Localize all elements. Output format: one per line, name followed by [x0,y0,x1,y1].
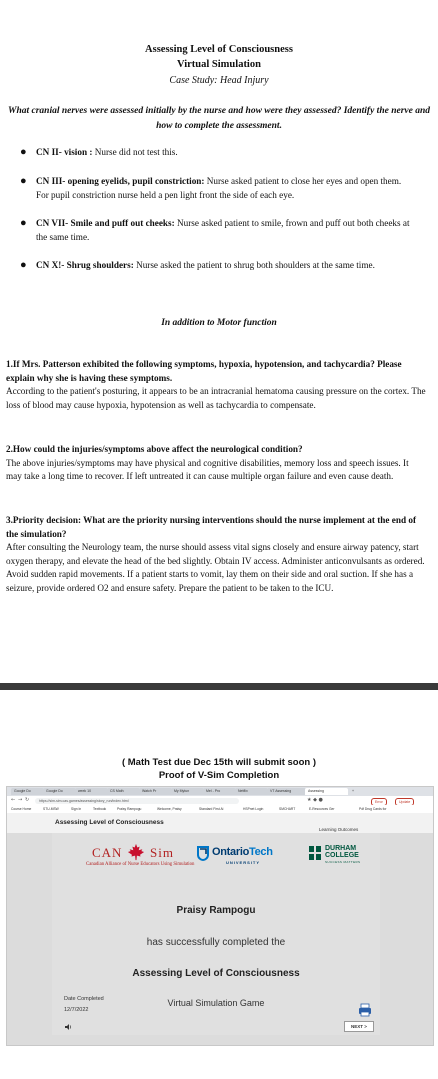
logo-text: COLLEGE [325,852,359,859]
learning-outcomes-link[interactable]: Learning Outcomes [319,827,359,832]
bookmark-item[interactable]: STU-MSW [43,807,59,811]
ontario-tech-logo [196,845,296,869]
bullet-icon: ● [20,217,27,229]
student-name: Praisy Rampogu [176,905,256,916]
tab-bar [7,787,433,796]
new-tab-button[interactable]: + [352,789,355,793]
reload-icon[interactable]: ↻ [25,797,30,803]
motor-heading: In addition to Motor function [161,318,277,328]
logo-subtext: SUCCESS MATTERS [325,860,361,864]
bullet-icon: ● [20,259,27,271]
durham-mark-icon [308,845,322,861]
bullet-text: Nurse did not test this. [92,147,178,157]
proof-page [0,690,438,1079]
browser-tab[interactable]: My Mytun [171,788,204,795]
browser-window-screenshot [6,786,434,1046]
browser-tab[interactable]: Google Do [43,788,76,795]
completion-certificate [52,833,380,1035]
bullet-label: CN III- opening eyelids, pupil constriction: [36,176,205,186]
doc-title: Assessing Level of Consciousness [145,44,293,55]
answer-text: According to the patient's posturing, it appears to be an intracranial hematoma causing pressure on the cortex. The loss of blood may cause hypoxia, hypotension as well as tachycardia to compensate. [6,386,426,410]
question-text: 3.Priority decision: What are the priority nursing interventions should the nurse implement at the end of the simulation? [6,515,417,539]
bookmark-item[interactable]: E-Resources Ger [309,807,335,811]
question-text: 2.How could the injuries/symptoms above affect the neurological condition? [6,444,303,454]
case-study: Case Study: Head Injury [169,75,269,86]
app-header [7,813,433,833]
answer-text: After consulting the Neurology team, the nurse should assess vital signs closely and ensure airway patency, start oxygen therapy, and elevate the head of the bed slightly. Obtain IV access. Administer anticonvulsants as ordered. Avoid sudden rapid movements. If a patient starts to vomit, lay them on their side and oral suction. If she has a seizure, provide ordered O2 and ensure safety. Prepare the patient to be taken to the ICU. [6,542,425,593]
extensions-icon[interactable]: ★ ◆ ● [307,797,323,803]
logo-text [212,846,273,858]
completion-text: has successfully completed the [146,937,286,948]
browser-tab[interactable]: VT Assessing [267,788,306,795]
answer-text: The above injuries/symptoms may have physical and cognitive disabilities, memory loss and speech issues. It may take a long time to recover. If left untreated it can cause multiple organ failure and even cause death. [6,457,409,481]
bookmark-item[interactable]: SMCHART [279,807,296,811]
bullet-icon: ● [20,175,27,187]
browser-tab[interactable]: Watch Pr [139,788,172,795]
proof-title: Proof of V-Sim Completion [158,770,280,781]
browser-tab[interactable]: Netflix [235,788,268,795]
bullet-label: CN II- vision : [36,147,93,157]
logo-subtext: UNIVERSITY [226,860,261,865]
bullet-text: Nurse asked the patient to shrug both shoulders at the same time. [133,260,375,270]
logo-subtext: Canadian Alliance of Nurse Educators Using Simulation [86,862,195,867]
bullet-label: CN X!- Shrug shoulders: [36,260,134,270]
list-item [20,217,416,244]
main-question: What cranial nerves were assessed initially by the nurse and how were they assessed? Identify the nerve and how to complete the assessment. [8,106,430,131]
logo-text: Sim [150,845,174,860]
browser-tab-active[interactable]: Assessing [305,788,348,795]
bullet-label: CN VII- Smile and puff out cheeks: [36,218,175,228]
app-title: Assessing Level of Consciousness [55,819,164,826]
page-divider [0,683,438,690]
date-value: 12/7/2022 [64,1007,89,1013]
address-bar-row [7,796,433,805]
url-field[interactable]: https://sim-sim.cas.games/assessing/story_run/index.html [35,798,239,804]
question-block-2 [6,443,426,484]
course-name: Assessing Level of Consciousness [132,968,300,979]
bullet-icon: ● [20,146,27,158]
bookmark-item[interactable]: Sign In [71,807,82,811]
bookmark-item[interactable]: Course Home [11,807,32,811]
browser-tab[interactable]: week 10 [75,788,108,795]
game-name: Virtual Simulation Game [167,998,265,1008]
logo-text: Ontario [212,846,250,858]
doc-subtitle: Virtual Simulation [177,59,261,70]
bookmark-item[interactable]: Pdf Drug Cards for [359,807,387,811]
browser-tab[interactable]: Google Do [11,788,44,795]
bookmark-item[interactable]: Welcome, Praisy [157,807,182,811]
browser-tab[interactable]: CS Math [107,788,140,795]
bookmark-item[interactable]: Textbook [93,807,107,811]
bookmark-item[interactable]: Praisy Rampogu [117,807,142,811]
date-label: Date Completed [64,996,104,1002]
speaker-icon[interactable] [64,1023,72,1031]
logo-text: CAN [92,845,123,860]
list-item [20,175,416,202]
print-icon[interactable] [358,1003,372,1017]
durham-college-logo [308,845,378,869]
bullet-text: Nurse asked patient to close her eyes and open them. For pupil constriction nurse held a pen light front the side of each eye. [36,176,402,200]
logo-text: Tech [249,846,273,858]
browser-tab[interactable]: Mel - Pro [203,788,236,795]
question-block-3 [6,514,426,595]
update-button[interactable]: Update [395,798,414,806]
question-text: 1.If Mrs. Patterson exhibited the following symptoms, hypoxia, hypotension, and tachycardia? Please explain why she is having these symptoms. [6,359,402,383]
forward-icon[interactable]: → [18,797,23,803]
logo-text: DURHAM [325,845,357,852]
bullet-text: Nurse asked patient to smile, frown and puff out both cheeks at the same time. [36,218,410,242]
list-item [20,259,416,273]
maple-leaf-icon [127,843,145,861]
question-block-1 [6,358,426,412]
ontario-tech-mark-icon [196,845,210,861]
logo-text [325,845,359,859]
bookmark-item[interactable]: HSPnet Login [243,807,264,811]
bookmark-item[interactable]: Standard First Ai [199,807,224,811]
proof-note: ( Math Test due Dec 15th will submit soon ) [121,757,317,768]
profile-error-button[interactable]: Error [371,798,387,806]
next-button[interactable]: NEXT > [344,1021,374,1032]
list-item [20,146,416,160]
back-icon[interactable]: ← [11,797,16,803]
